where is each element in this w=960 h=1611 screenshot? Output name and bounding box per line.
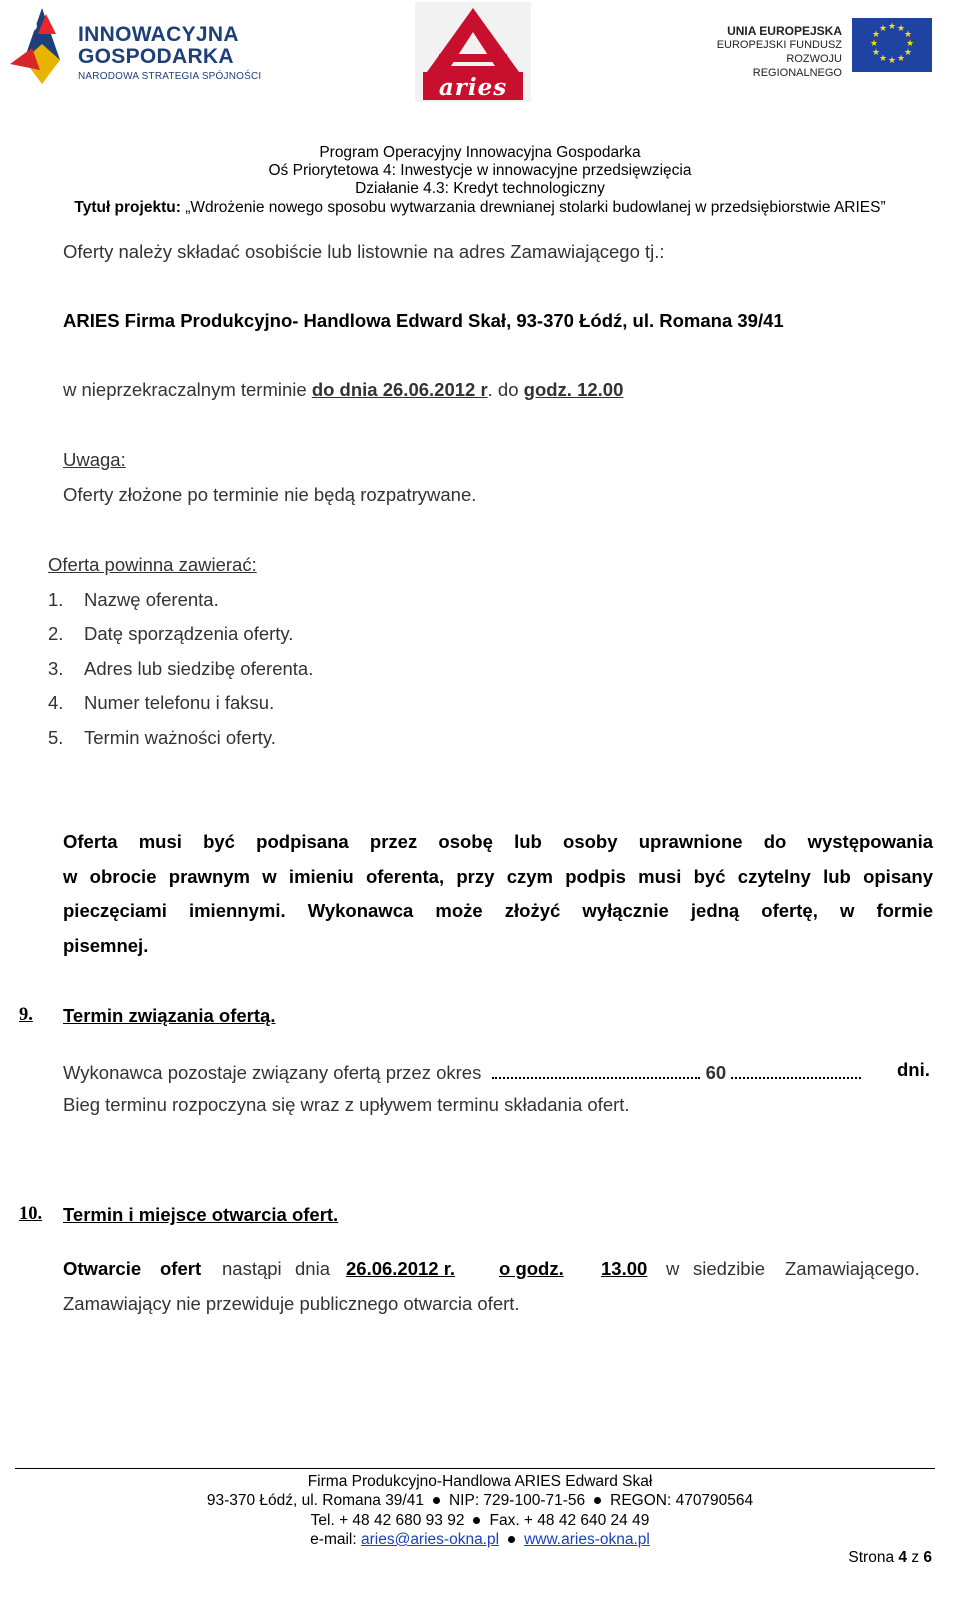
bullet-icon [508,1536,515,1543]
opening-line-word: Zamawiającego. [785,1258,920,1279]
signature-paragraph-line: pisemnej. [63,935,149,956]
footer-contact-line [0,1530,960,1549]
page-number [848,1549,932,1567]
bullet-icon [594,1497,601,1504]
footer-company: Firma Produkcyjno-Handlowa ARIES Edward Skał [307,1473,653,1490]
svg-text:★: ★ [905,39,915,49]
offer-item-text: Datę sporządzenia oferty. [84,623,294,644]
offer-item-number: 2. [48,623,64,644]
svg-text:★: ★ [871,48,881,58]
opening-line-word: dnia [295,1258,330,1279]
offer-item [48,658,314,680]
binding-period-prefix: Wykonawca pozostaje związany ofertą przez okres [63,1062,482,1083]
project-title-label: Tytuł projektu: [74,199,181,216]
section-9-title: Termin związania ofertą. [63,1005,276,1026]
opening-line-word: nastąpi [222,1258,282,1279]
opening-line-word [160,1258,201,1280]
page-prefix: Strona [848,1549,895,1566]
opening-time-label: o godz. [499,1258,564,1279]
offer-item-text: Nazwę oferenta. [84,589,219,610]
svg-text:★: ★ [878,54,888,64]
bullet-icon [433,1497,440,1504]
ig-logo-title [78,24,239,68]
page-total: 6 [923,1549,932,1566]
footer-email-label: e-mail: [310,1531,357,1548]
innowacyjna-gospodarka-logo [10,4,260,90]
ig-logo-line2: GOSPODARKA [78,45,234,68]
no-public-opening: Zamawiający nie przewiduje publicznego otwarcia ofert. [63,1293,520,1314]
section-9-number: 9. [19,1005,33,1025]
svg-text:★: ★ [903,30,913,40]
offer-item [48,692,275,714]
signature-paragraph-line: Oferta musi być podpisana przez osobę lub osoby uprawnione do występowania [63,831,933,852]
signature-paragraph-line: pieczęciami imiennymi. Wykonawca może złożyć wyłącznie jedną ofertę, w formie [63,900,933,921]
deadline-mid: . do [487,379,524,400]
offer-item-number: 4. [48,692,64,713]
binding-period-dotted-leader [731,1059,861,1079]
section-10-number: 10. [19,1204,43,1224]
deadline-date: do dnia 26.06.2012 r [311,379,488,400]
eu-logo [706,18,942,78]
footer-address: 93-370 Łódź, ul. Romana 39/41 [206,1492,424,1509]
bullet-icon [473,1517,480,1524]
offer-item-text: Numer telefonu i faksu. [84,692,275,713]
svg-text:★: ★ [887,22,897,32]
offer-item-number: 1. [48,589,64,610]
footer-fax: Fax. + 48 42 640 24 49 [489,1512,650,1529]
svg-text:★: ★ [871,30,881,40]
deadline-line [63,379,623,401]
offer-requirements-heading: Oferta powinna zawierać: [48,554,257,575]
aries-logo [415,2,531,102]
ig-logo-line1: INNOWACYJNA [78,23,239,46]
opening-line-word [63,1258,141,1280]
binding-period-start: Bieg terminu rozpoczyna się wraz z upływem terminu składania ofert. [63,1094,630,1115]
footer-tel: Tel. + 48 42 680 93 92 [310,1512,465,1529]
note-label: Uwaga: [63,449,126,470]
opening-line-word: siedzibie [693,1258,765,1279]
svg-text:★: ★ [887,56,897,66]
deadline-time: godz. 12.00 [523,379,624,400]
page-of: z [911,1549,920,1566]
opening-date: 26.06.2012 r. [346,1258,456,1279]
opening-time: 13.00 [601,1258,648,1279]
ig-logo-subtitle: NARODOWA STRATEGIA SPÓJNOŚCI [78,71,262,82]
offer-item-number: 5. [48,727,64,748]
opening-word: Otwarcie [63,1258,142,1279]
deadline-prefix: w nieprzekraczalnym terminie [63,379,312,400]
signature-paragraph-line: w obrocie prawnym w imieniu oferenta, przy czym podpis musi być czytelny lub opisany [63,866,933,887]
binding-period-dotted-leader [492,1059,700,1079]
eu-logo-text [706,24,842,80]
eu-logo-line2: EUROPEJSKI FUNDUSZ [716,39,842,51]
binding-period-unit: dni. [897,1059,930,1080]
project-title [0,199,960,217]
offer-item-number: 3. [48,658,64,679]
footer-registry-line [0,1491,960,1510]
program-axis: Oś Priorytetowa 4: Inwestycje w innowacyjne przedsięwzięcia [268,162,692,179]
page-current: 4 [898,1549,907,1566]
opening-line-word: w [666,1258,680,1279]
footer-nip: NIP: 729-100-71-56 [448,1492,586,1509]
footer-regon: REGON: 470790564 [610,1492,754,1509]
section-10-title: Termin i miejsce otwarcia ofert. [63,1204,339,1225]
offer-item [48,623,294,645]
offer-item-text: Adres lub siedzibę oferenta. [84,658,314,679]
footer-email-link[interactable]: aries@aries-okna.pl [360,1531,500,1548]
binding-period-days: 60 [705,1062,727,1083]
eu-logo-line1: UNIA EUROPEJSKA [727,24,842,38]
svg-text:★: ★ [869,39,879,49]
offer-item [48,589,219,611]
program-action: Działanie 4.3: Kredyt technologiczny [355,180,605,197]
contractor-address: ARIES Firma Produkcyjno- Handlowa Edward Skał, 93-370 Łódź, ul. Romana 39/41 [63,310,784,331]
offer-item [48,727,276,749]
svg-text:★: ★ [878,24,888,34]
note-text: Oferty złożone po terminie nie będą rozpatrywane. [63,484,477,505]
aries-logo-word: aries [438,74,508,101]
eu-flag-icon [852,18,932,72]
opening-word: ofert [160,1258,202,1279]
program-name: Program Operacyjny Innowacyjna Gospodarka [319,144,641,161]
svg-text:★: ★ [896,24,906,34]
offer-item-text: Termin ważności oferty. [84,727,276,748]
eu-logo-line3: ROZWOJU REGIONALNEGO [752,53,842,79]
footer-divider [15,1468,935,1469]
footer-website-link[interactable]: www.aries-okna.pl [524,1531,650,1548]
svg-text:★: ★ [896,54,906,64]
binding-period-line [63,1059,861,1084]
svg-text:★: ★ [903,48,913,58]
footer-phone-line [0,1511,960,1530]
submit-instruction: Oferty należy składać osobiście lub listownie na adres Zamawiającego tj.: [63,241,665,262]
ig-logo-mark-icon [10,4,72,90]
project-title-value: „Wdrożenie nowego sposobu wytwarzania drewnianej stolarki budowlanej w przedsiębiorstwie ARIES” [185,199,886,216]
